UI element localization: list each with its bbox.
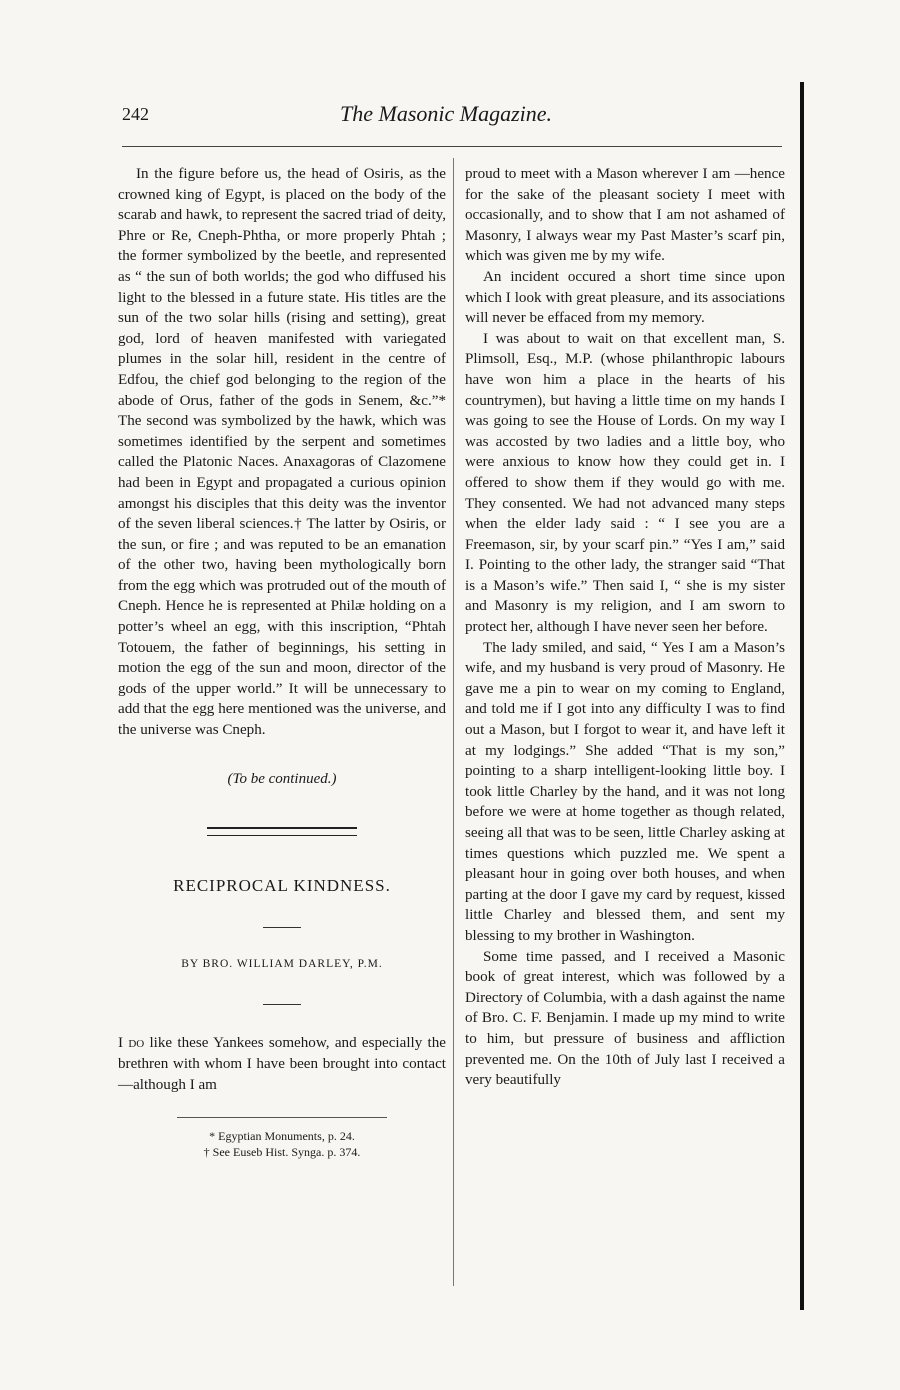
article-paragraph-3: I was about to wait on that excellent man, S. Plimsoll, Esq., M.P. (whose philanthropic labours have won him a place in the hearts of his countrymen), but having a little time on my hands I was going to see the House of Lords. On my way I was accosted by two ladies and a little boy, who were anxious to know how they could get in. I offered to show them if they would go with me. They consented. We had not advanced many steps when the elder lady said : “ I see you are a Freemason, sir, by your scarf pin.” “Yes I am,” said I. Pointing to the other lady, the stranger said “That is a Mason’s wife.” Then said I, “ she is my sister and Masonry is my religion, and I am sworn to protect her, although I have never seen her before. — [465, 330, 785, 636]
byline: BY BRO. WILLIAM DARLEY, P.M. — [181, 957, 383, 970]
continued-note: (To be continued.) — [227, 770, 337, 787]
title-rule — [263, 927, 301, 928]
article-paragraph-5: Some time passed, and I received a Masonic book of great interest, which was followed by a Directory of Columbia, with a dash against the name of Bro. C. F. Benjamin. I made up my mind to write to him, but pressure of business and affliction prevented me. On the 10th of July last I received a very beautifully — [465, 948, 785, 1089]
binding-edge — [800, 82, 804, 1310]
article-opening — [118, 1033, 446, 1095]
footnote-1: * Egyptian Monuments, p. 24. — [209, 1129, 355, 1144]
opening-text: like these Yankees somehow, and especially the brethren with whom I have been brought into contact—although I am — [118, 1035, 446, 1093]
column-divider — [453, 158, 454, 1286]
right-column — [465, 164, 785, 1091]
opening-drop: I do — [118, 1035, 145, 1052]
article-paragraph-1: proud to meet with a Mason wherever I am —hence for the sake of the pleasant society I meet with occasionally, and to show that I am not ashamed of Masonry, I always wear my Past Master’s scarf pin, which was given me by my wife. — [465, 166, 785, 265]
page-number: 242 — [122, 104, 149, 124]
left-column — [118, 164, 446, 1160]
article-paragraph-2: An incident occured a short time since upon which I look with great pleasure, and its associations will never be effaced from my memory. — [465, 268, 785, 327]
osiris-paragraph: In the figure before us, the head of Osiris, as the crowned king of Egypt, is placed on the body of the scarab and hawk, to represent the sacred triad of deity, Phre or Re, Cneph-Phtha, or more properly Phtah ; the former symbolized by the beetle, and represented as “ the sun of both worlds; the god who diffused his light to the blessed in a future state. His titles are the sun of the two solar hills (rising and setting), great god, lord of heaven manifested with variegated plumes in the solar hill, resident in the centre of Edfou, the chief god belonging to the region of the abode of Orus, father of the gods in Senem, &c.”* The second was symbolized by the hawk, which was sometimes identified by the serpent and sometimes called the Platonic Naces. Anaxagoras of Clazomene had been in Egypt and propagated a curious opinion amongst his disciples that this deity was the inventor of the seven liberal sciences.† The latter by Osiris, or the sun, or fire ; and was reputed to be an emanation of the other two, having been mythologically born from the egg which was protruded out of the mouth of Cneph. Hence he is represented at Philæ holding on a potter’s wheel an egg, with this inscription, “Phtah Totouem, the father of beginnings, his setting in motion the egg of the sun and moon, director of the gods of the upper world.” It will be unnecessary to add that the egg here mentioned was the universe, and the universe was Cneph. — [118, 166, 447, 739]
article-title: RECIPROCAL KINDNESS. — [173, 876, 391, 896]
footnote-rule — [177, 1117, 387, 1118]
footnote-2: † See Euseb Hist. Synga. p. 374. — [203, 1145, 361, 1160]
running-head: The Masonic Magazine. — [340, 101, 553, 126]
article-paragraph-4: The lady smiled, and said, “ Yes I am a Mason’s wife, and my husband is very proud of Masonry. He gave me a pin to wear on my coming to England, and told me if I got into any difficulty I was to find out a Mason, but I forgot to wear it, and have left it at my lodgings.” She added “That is my son,” pointing to a sharp intelligent-looking little boy. I took little Charley by the hand, and it was not long before we were at home together as though related, seeing all that was to be seen, little Charley asking at times questions which puzzled me. We spent a pleasant hour in going over both houses, and when parting at the door I gave my card by request, kissed little Charley and blessed them, and sent my blessing to my brother in Washington. — [465, 639, 785, 944]
byline-rule — [263, 1004, 301, 1005]
section-divider — [207, 827, 357, 836]
header-rule — [122, 146, 782, 147]
